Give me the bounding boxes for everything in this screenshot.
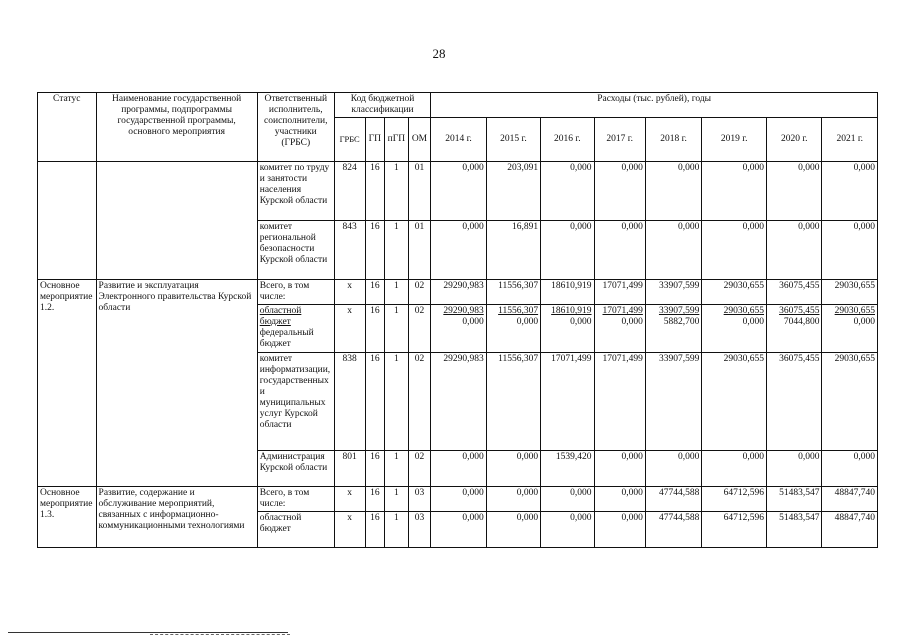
pgp-cell: 1 [385,451,409,487]
value-cell: 17071,499 [541,353,594,451]
value-line: 0,000 [570,317,592,327]
value-cell: 17071,499 [594,353,645,451]
executor-cell: комитет по труду и занятости населения Курской области [257,162,334,221]
value-cell: 17071,499 [594,280,645,305]
om-cell: 03 [408,487,431,512]
header-kbk: Код бюджетной классификации [334,93,431,118]
value-cell: 0,000 [431,162,486,221]
value-cell: 47744,588 [645,512,701,548]
header-year: 2017 г. [594,118,645,162]
om-cell: 02 [408,451,431,487]
grbs-cell: x [334,305,365,353]
name-cell [96,162,257,280]
value-cell: 203,091 [486,162,540,221]
header-row-1 [38,93,878,118]
header-gp: ГП [365,118,385,162]
value-line: 29030,655 [834,306,875,316]
value-cell: 0,000 [541,162,594,221]
value-line: 18610,919 [551,306,592,316]
value-cell [702,305,767,353]
executor-line: федеральный бюджет [259,328,314,349]
executor-line: областной бюджет [259,306,302,327]
value-line: 0,000 [462,317,484,327]
value-cell: 0,000 [594,162,645,221]
value-cell: 0,000 [594,512,645,548]
value-line: 11556,307 [498,306,539,316]
header-year: 2019 г. [702,118,767,162]
gp-cell: 16 [365,512,385,548]
value-cell: 0,000 [767,451,822,487]
value-line: 17071,499 [602,306,643,316]
value-line: 7044,800 [783,317,820,327]
value-cell: 0,000 [594,451,645,487]
gp-cell: 16 [365,221,385,280]
value-cell: 36075,455 [767,353,822,451]
budget-table [37,92,878,548]
header-grbs: ГРБС [334,118,365,162]
value-cell: 29290,983 [431,280,486,305]
value-cell: 51483,547 [767,512,822,548]
header-year: 2015 г. [486,118,540,162]
executor-cell: областной бюджет [257,512,334,548]
value-line: 0,000 [621,317,643,327]
grbs-cell: 843 [334,221,365,280]
page-number: 28 [432,46,446,61]
grbs-cell: 824 [334,162,365,221]
value-cell: 0,000 [541,512,594,548]
header-year: 2020 г. [767,118,822,162]
value-cell: 0,000 [541,487,594,512]
value-cell: 0,000 [486,512,540,548]
pgp-cell: 1 [385,487,409,512]
executor-cell [257,305,334,353]
header-status: Статус [38,93,97,162]
value-line: 0,000 [742,317,765,327]
value-line: 5882,700 [663,317,700,327]
header-year: 2021 г. [822,118,878,162]
value-cell: 29030,655 [822,280,878,305]
value-cell: 64712,596 [702,487,767,512]
value-cell: 11556,307 [486,280,540,305]
value-cell [541,305,594,353]
executor-cell: комитет информатизации, государственных и муниципальных услуг Курской области [257,353,334,451]
om-cell: 02 [408,280,431,305]
pgp-cell: 1 [385,221,409,280]
value-cell: 0,000 [431,512,486,548]
value-line: 29290,983 [443,306,484,316]
value-cell: 0,000 [767,162,822,221]
value-cell: 47744,588 [645,487,701,512]
value-cell: 0,000 [822,162,878,221]
om-cell: 02 [408,305,431,353]
value-cell [767,305,822,353]
value-cell: 0,000 [822,451,878,487]
value-cell: 0,000 [431,487,486,512]
name-cell: Развитие, содержание и обслуживание мероприятий, связанных с информационно-коммуникационными технологиями [96,487,257,548]
value-cell: 0,000 [541,221,594,280]
om-cell: 02 [408,353,431,451]
value-line: 29030,655 [723,306,765,316]
value-cell: 0,000 [645,162,701,221]
header-name: Наименование государственной программы, подпрограммы государственной программы, основного мероприятия [96,93,257,162]
value-cell: 0,000 [702,162,767,221]
pgp-cell: 1 [385,353,409,451]
value-cell: 33907,599 [645,353,701,451]
value-cell [645,305,701,353]
value-cell: 0,000 [594,221,645,280]
pgp-cell: 1 [385,512,409,548]
gp-cell: 16 [365,280,385,305]
value-cell [822,305,878,353]
value-line: 0,000 [516,317,539,327]
value-cell: 0,000 [822,221,878,280]
executor-cell: Всего, в том числе: [257,280,334,305]
value-cell: 18610,919 [541,280,594,305]
value-cell: 33907,599 [645,280,701,305]
value-cell: 64712,596 [702,512,767,548]
gp-cell: 16 [365,451,385,487]
om-cell: 01 [408,162,431,221]
value-cell: 0,000 [486,487,540,512]
value-cell: 0,000 [431,451,486,487]
value-cell: 48847,740 [822,512,878,548]
value-cell [486,305,540,353]
gp-cell: 16 [365,353,385,451]
value-line: 36075,455 [779,306,820,316]
header-expenses: Расходы (тыс. рублей), годы [431,93,878,118]
value-line: 0,000 [853,317,875,327]
header-executor: Ответственный исполнитель, соисполнители, участники (ГРБС) [257,93,334,162]
value-cell: 0,000 [702,221,767,280]
value-cell: 36075,455 [767,280,822,305]
om-cell: 03 [408,512,431,548]
gp-cell: 16 [365,162,385,221]
value-cell: 0,000 [767,221,822,280]
header-pgp: пГП [385,118,409,162]
header-om: ОМ [408,118,431,162]
value-cell [431,305,486,353]
name-cell: Развитие и эксплуатация Электронного правительства Курской области [96,280,257,487]
bottom-rule [8,632,288,633]
grbs-cell: 838 [334,353,365,451]
table-row [38,162,878,221]
executor-cell: Администрация Курской области [257,451,334,487]
pgp-cell: 1 [385,280,409,305]
status-cell: Основное мероприятие 1.3. [38,487,97,548]
grbs-cell: x [334,512,365,548]
value-cell: 0,000 [486,451,540,487]
status-cell: Основное мероприятие 1.2. [38,280,97,487]
value-cell: 51483,547 [767,487,822,512]
value-cell [594,305,645,353]
value-cell: 0,000 [645,221,701,280]
om-cell: 01 [408,221,431,280]
grbs-cell: x [334,487,365,512]
value-cell: 29030,655 [702,353,767,451]
value-cell: 29030,655 [702,280,767,305]
pgp-cell: 1 [385,162,409,221]
status-cell [38,162,97,280]
gp-cell: 16 [365,487,385,512]
value-line: 33907,599 [658,306,700,316]
pgp-cell: 1 [385,305,409,353]
bottom-rule [150,634,290,635]
grbs-cell: 801 [334,451,365,487]
value-cell: 1539,420 [541,451,594,487]
header-year: 2014 г. [431,118,486,162]
value-cell: 0,000 [645,451,701,487]
table-row [38,280,878,305]
grbs-cell: x [334,280,365,305]
value-cell: 11556,307 [486,353,540,451]
header-year: 2016 г. [541,118,594,162]
header-year: 2018 г. [645,118,701,162]
value-cell: 0,000 [594,487,645,512]
value-cell: 0,000 [702,451,767,487]
executor-cell: комитет региональной безопасности Курской области [257,221,334,280]
gp-cell: 16 [365,305,385,353]
executor-cell: Всего, в том числе: [257,487,334,512]
value-cell: 29290,983 [431,353,486,451]
table-row [38,487,878,512]
value-cell: 0,000 [431,221,486,280]
value-cell: 29030,655 [822,353,878,451]
value-cell: 16,891 [486,221,540,280]
value-cell: 48847,740 [822,487,878,512]
